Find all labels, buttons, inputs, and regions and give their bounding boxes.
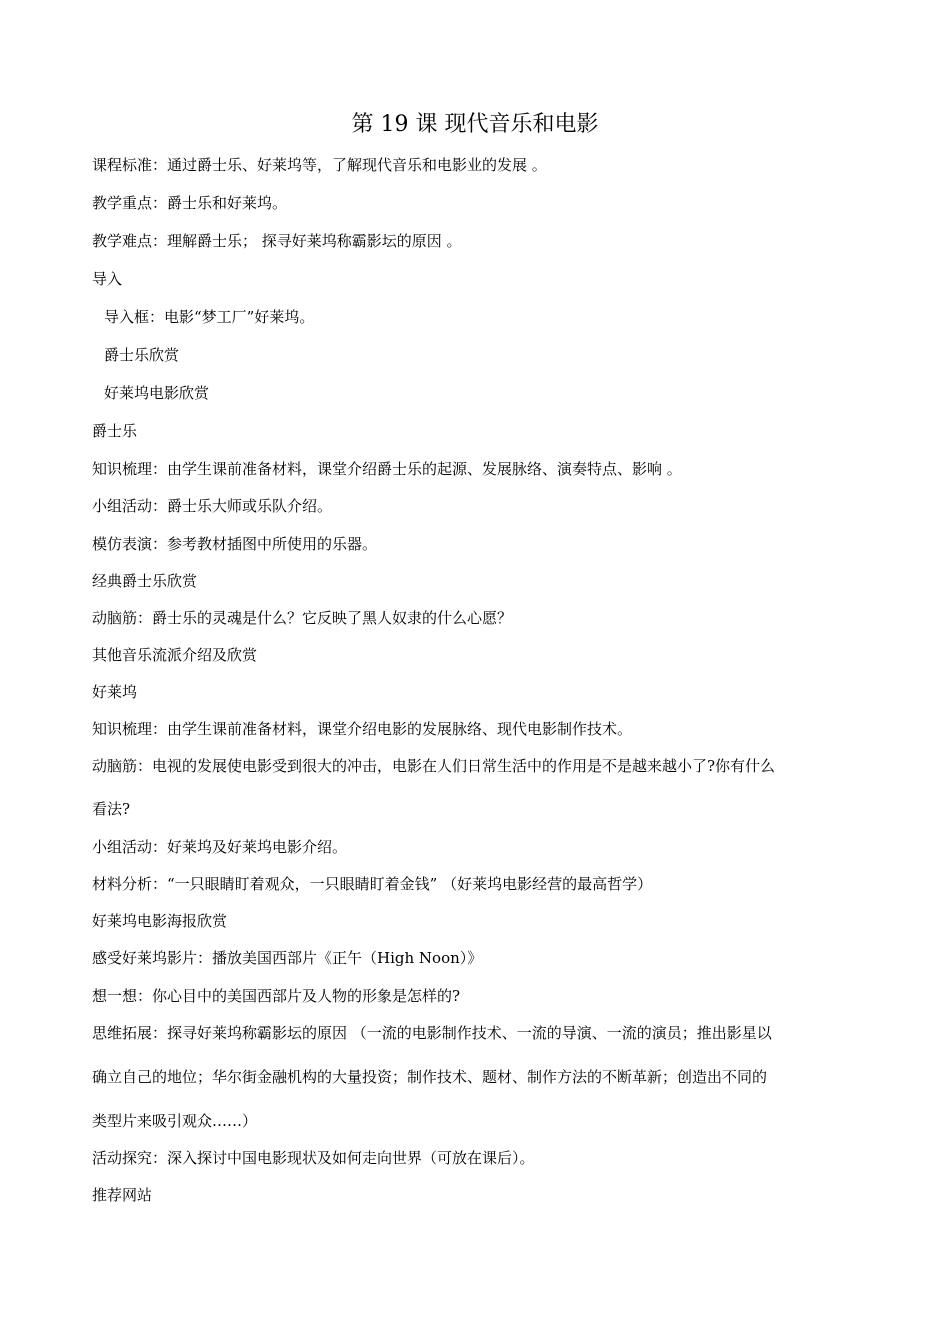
thinking-extension-line-2: 确立自己的地位；华尔街金融机构的大量投资；制作技术、题材、制作方法的不断革新；创造出不同的 [92, 1068, 768, 1086]
jazz-group-activity: 小组活动：爵士乐大师或乐队介绍。 [92, 497, 333, 515]
hollywood-appreciation-item: 好莱坞电影欣赏 [104, 384, 210, 402]
thinking-extension: 思维拓展：探寻好莱坞称霸影坛的原因 （一流的电影制作技术、一流的导演、一流的演员；推出影星以 [92, 1024, 772, 1042]
film-brainstorm-continued: 看法? [92, 800, 131, 818]
jazz-knowledge: 知识梳理：由学生课前准备材料，课堂介绍爵士乐的起源、发展脉络、演奏特点、影响 。 [92, 460, 682, 478]
activity-exploration: 活动探究：深入探讨中国电影现状及如何走向世界（可放在课后）。 [92, 1149, 535, 1167]
high-noon-screening: 感受好莱坞影片：播放美国西部片《正午（High Noon）》 [92, 949, 483, 967]
jazz-brainstorm: 动脑筋：爵士乐的灵魂是什么？它反映了黑人奴隶的什么心愿？ [92, 609, 513, 627]
course-standard: 课程标准：通过爵士乐、好莱坞等，了解现代音乐和电影业的发展 。 [92, 156, 547, 174]
jazz-imitation: 模仿表演：参考教材插图中所使用的乐器。 [92, 535, 378, 553]
recommended-websites: 推荐网站 [92, 1186, 153, 1204]
jazz-appreciation-item: 爵士乐欣赏 [104, 346, 180, 364]
other-genres: 其他音乐流派介绍及欣赏 [92, 646, 258, 664]
material-analysis: 材料分析：“一只眼睛盯着观众，一只眼睛盯着金钱” （好莱坞电影经营的最高哲学） [92, 875, 653, 893]
thinking-extension-line-3: 类型片来吸引观众……） [92, 1112, 258, 1130]
section-heading-jazz: 爵士乐 [92, 422, 138, 440]
hollywood-group-activity: 小组活动：好莱坞及好莱坞电影介绍。 [92, 838, 348, 856]
classic-jazz-appreciation: 经典爵士乐欣赏 [92, 572, 198, 590]
film-knowledge: 知识梳理：由学生课前准备材料，课堂介绍电影的发展脉络、现代电影制作技术。 [92, 720, 633, 738]
section-heading-hollywood: 好莱坞 [92, 683, 138, 701]
think-about-it: 想一想：你心目中的美国西部片及人物的形象是怎样的? [92, 987, 461, 1005]
poster-appreciation: 好莱坞电影海报欣赏 [92, 912, 228, 930]
teaching-focus: 教学重点：爵士乐和好莱坞。 [92, 194, 288, 212]
intro-box: 导入框：电影“梦工厂”好莱坞。 [104, 308, 315, 326]
film-brainstorm: 动脑筋：电视的发展使电影受到很大的冲击，电影在人们日常生活中的作用是不是越来越小了?你有什么 [92, 757, 776, 775]
section-heading-intro: 导入 [92, 270, 123, 288]
teaching-difficulty: 教学难点：理解爵士乐； 探寻好莱坞称霸影坛的原因 。 [92, 232, 462, 250]
lesson-title: 第 19 课 现代音乐和电影 [351, 112, 599, 137]
